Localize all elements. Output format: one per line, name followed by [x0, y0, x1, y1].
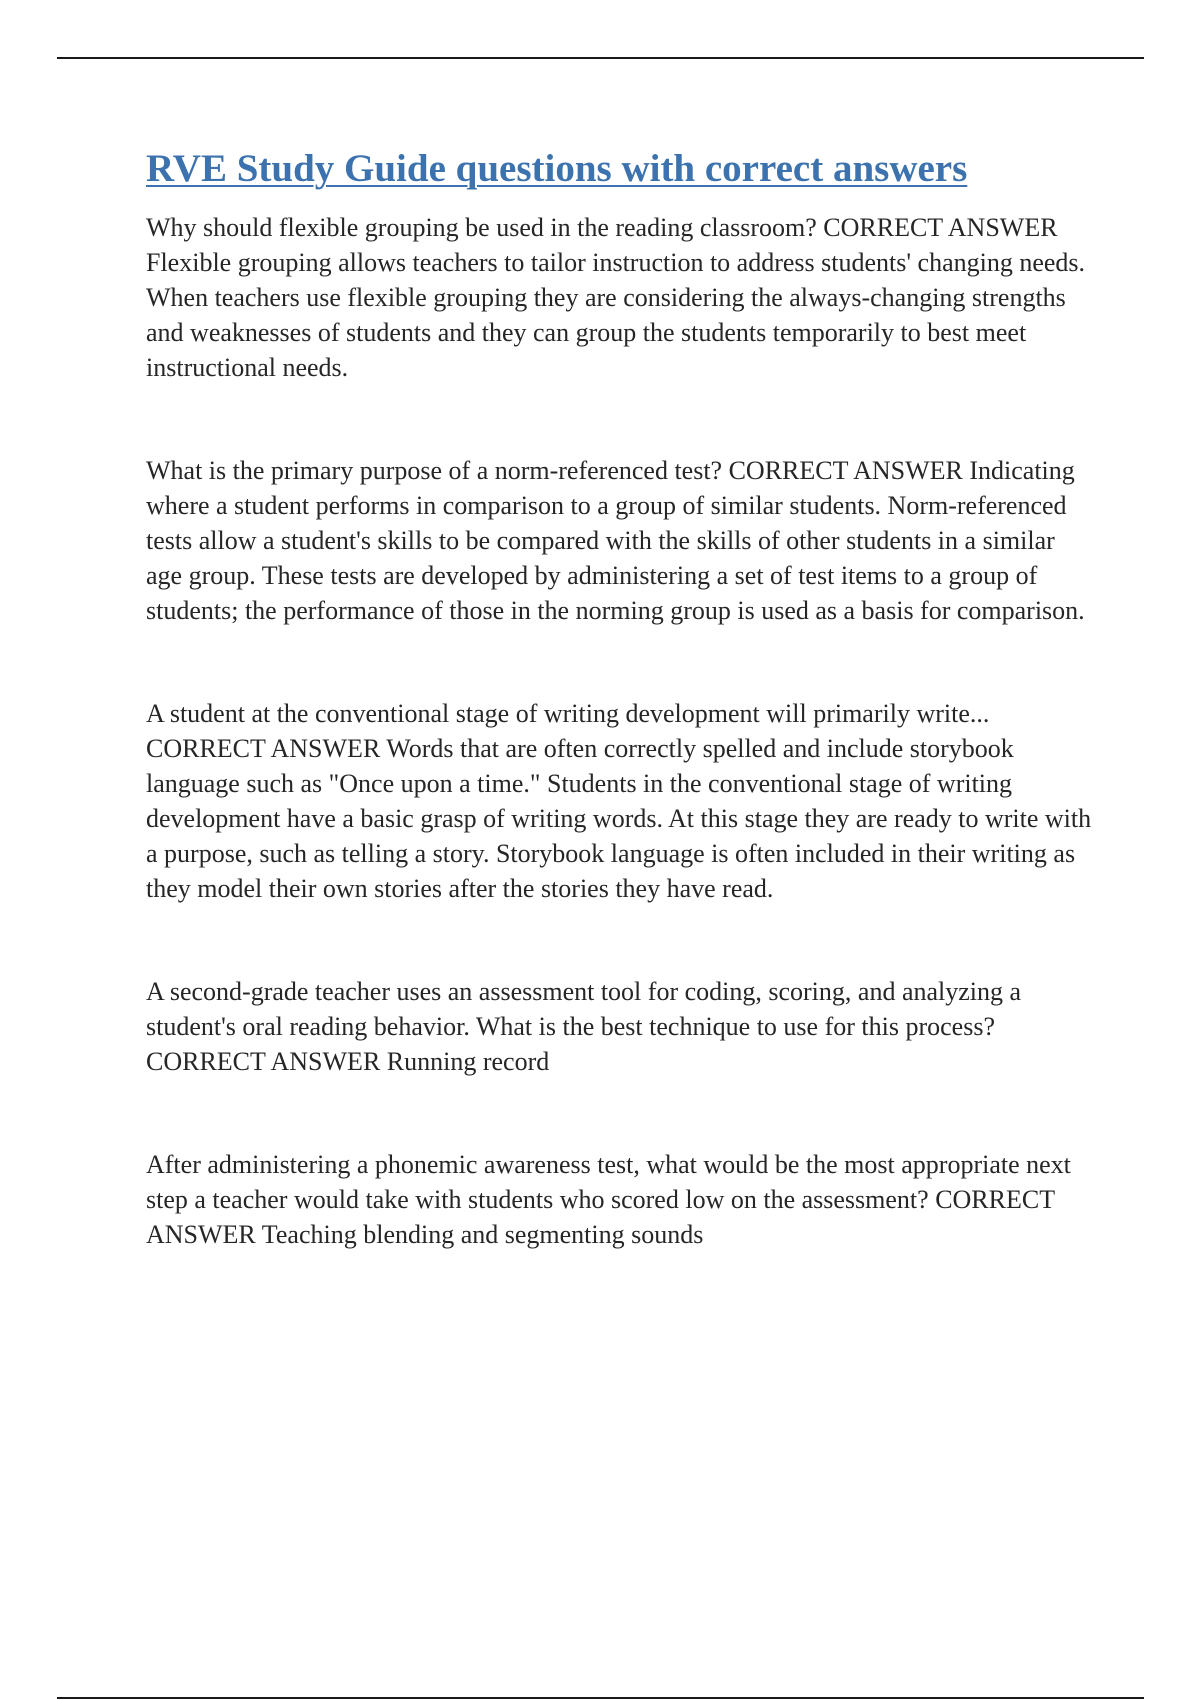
- header-rule: [57, 57, 1144, 59]
- qa-entry-4: A second-grade teacher uses an assessment tool for coding, scoring, and analyzing a student's oral reading behavior. What is the best technique to use for this process? CORRECT ANSWER Running record: [146, 977, 1022, 1076]
- qa-entry-2: What is the primary purpose of a norm-referenced test? CORRECT ANSWER Indicating where a student performs in comparison to a group of similar students. Norm-referenced tests allow a student's skills to be compared with the skills of other students in a similar age group. These tests are developed by administering a set of test items to a group of students; the performance of those in the norming group is used as a basis for comparison.: [146, 456, 1085, 625]
- footer-rule: [57, 1697, 1144, 1699]
- qa-entry-3: A student at the conventional stage of writing development will primarily write... CORRECT ANSWER Words that are often correctly spelled and include storybook language such as "Once upon a time." Students in the conventional stage of writing development have a basic grasp of writing words. At this stage they are ready to write with a purpose, such as telling a story. Storybook language is often included in their writing as they model their own stories after the stories they have read.: [146, 699, 1092, 903]
- document-body: [146, 146, 1096, 1320]
- document-title[interactable]: RVE Study Guide questions with correct answers: [146, 147, 968, 190]
- qa-entry-5: After administering a phonemic awareness test, what would be the most appropriate next step a teacher would take with students who scored low on the assessment? CORRECT ANSWER Teaching blending and segmenting sounds: [146, 1150, 1071, 1249]
- qa-entry-1: Why should flexible grouping be used in the reading classroom? CORRECT ANSWER Flexible grouping allows teachers to tailor instruction to address students' changing needs. When teachers use flexible grouping they are considering the always-changing strengths and weaknesses of students and they can group the students temporarily to best meet instructional needs.: [146, 213, 1086, 382]
